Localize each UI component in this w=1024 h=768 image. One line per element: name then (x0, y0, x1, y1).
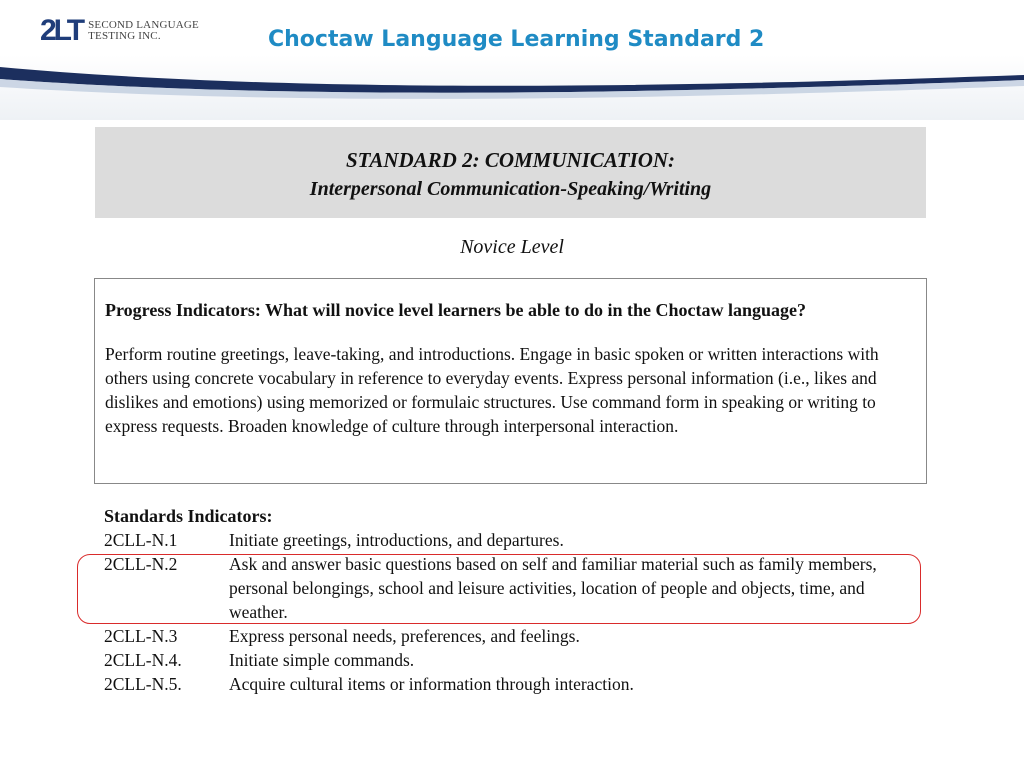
highlight-outline (77, 554, 921, 624)
standard-code: 2CLL-N.4. (104, 650, 182, 670)
level-label: Novice Level (460, 236, 564, 258)
progress-indicators-box (94, 278, 927, 484)
standard-row (104, 528, 919, 552)
standard-text: Ask and answer basic questions based on self and familiar material such as family members, personal belongings, school and leisure activities, location of people and objects, time, and weather. (229, 554, 877, 622)
standard-banner (95, 127, 926, 218)
logo-mark: 2LT (40, 14, 83, 47)
standards-heading: Standards Indicators: (104, 506, 273, 526)
logo-line-2: TESTING INC. (88, 30, 161, 42)
header-swoosh (0, 55, 1024, 120)
standard-row (104, 624, 919, 648)
standard-text: Express personal needs, preferences, and feelings. (229, 626, 580, 646)
standard-code: 2CLL-N.1 (104, 530, 178, 550)
standard-subtitle: Interpersonal Communication-Speaking/Writing (309, 178, 712, 200)
standard-code: 2CLL-N.2 (104, 554, 178, 574)
logo-text (88, 20, 199, 42)
slide-title: Choctaw Language Learning Standard 2 (268, 27, 765, 52)
standard-title: STANDARD 2: COMMUNICATION: (345, 148, 676, 172)
standard-text: Initiate simple commands. (229, 650, 415, 670)
standard-row (104, 672, 919, 696)
standard-text: Initiate greetings, introductions, and departures. (229, 530, 564, 550)
logo-line-1: SECOND LANGUAGE (88, 19, 199, 31)
company-logo (40, 14, 199, 48)
slide-header (0, 0, 1024, 120)
standard-row (104, 648, 919, 672)
standard-code: 2CLL-N.5. (104, 674, 182, 694)
standard-text: Acquire cultural items or information through interaction. (229, 674, 634, 694)
progress-body: Perform routine greetings, leave-taking, and introductions. Engage in basic spoken or written interactions with others using concrete vocabulary in reference to everyday events. Express personal information (i.e., likes and dislikes and emotions) using memorized or formulaic structures. Use command form in speaking or writing to express requests. Broaden knowledge of culture through interpersonal interaction. (105, 344, 879, 436)
standard-code: 2CLL-N.3 (104, 626, 178, 646)
progress-heading: Progress Indicators: What will novice level learners be able to do in the Choctaw language? (105, 300, 806, 320)
